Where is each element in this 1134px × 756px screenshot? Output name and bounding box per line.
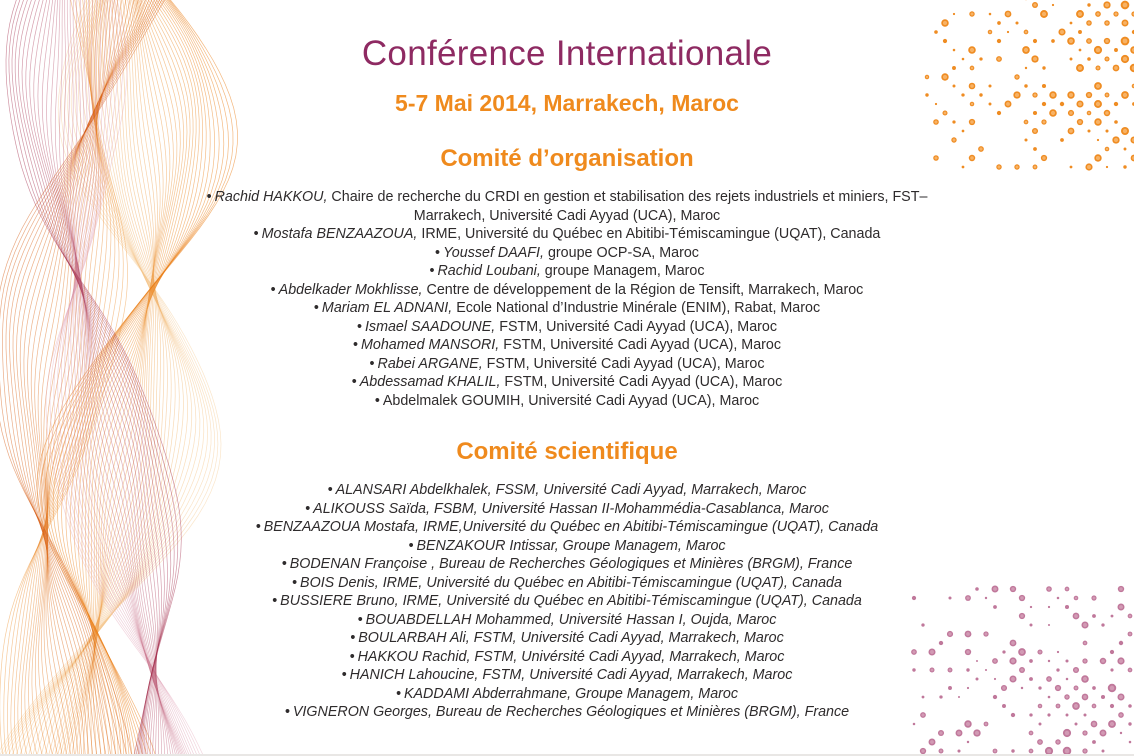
member-affiliation: Université Hassan I, Oujda, Maroc	[558, 611, 777, 628]
member-row	[172, 500, 962, 519]
member-affiliation: IRME, Université du Québec en Abitibi-Témiscamingue (UQAT), Canada	[402, 593, 862, 610]
member-row	[172, 611, 962, 630]
bullet: •	[255, 519, 261, 536]
bullet: •	[313, 300, 319, 316]
member-name: Abdelmalek GOUMIH,	[382, 392, 525, 409]
bullet: •	[305, 500, 311, 517]
member-name: BENZAAZOUA Mostafa,	[263, 519, 419, 536]
member-affiliation: Ecole National d’Industrie Minérale (ENIM), Rabat, Maroc	[456, 300, 821, 316]
bullet: •	[206, 189, 212, 205]
bullet: •	[356, 318, 362, 335]
member-name: Ismael SAADOUNE,	[364, 318, 496, 335]
member-name: Youssef DAAFI,	[443, 244, 544, 261]
member-affiliation: Université Cadi Ayyad (UCA), Maroc	[528, 392, 760, 409]
member-affiliation: IRME,Université du Québec en Abitibi-Témiscamingue (UQAT), Canada	[422, 519, 879, 536]
member-name: Mariam EL ADNANI,	[321, 300, 453, 316]
member-row	[172, 518, 962, 537]
bullet: •	[327, 482, 333, 499]
member-list-organisation	[172, 188, 962, 410]
member-affiliation: Groupe Managem, Maroc	[575, 685, 739, 702]
member-name: BOIS Denis,	[300, 574, 379, 591]
member-affiliation: groupe OCP-SA, Maroc	[547, 244, 699, 261]
member-affiliation: Chaire de recherche du CRDI en gestion et stabilisation des rejets industriels et miniers, FST– Marrakech, Université Cadi Ayyad (UCA), Maroc	[331, 189, 928, 224]
member-row	[172, 225, 962, 244]
bullet: •	[408, 537, 414, 554]
bullet: •	[292, 574, 298, 591]
member-affiliation: IRME, Université du Québec en Abitibi-Témiscamingue (UQAT), Canada	[421, 226, 881, 242]
member-name: BODENAN Françoise ,	[289, 556, 436, 573]
member-name: VIGNERON Georges,	[292, 704, 432, 721]
member-name: Mohamed MANSORI,	[360, 337, 500, 353]
member-row	[172, 392, 962, 411]
member-row	[172, 629, 962, 648]
bullet: •	[341, 667, 347, 684]
bullet: •	[369, 355, 375, 372]
member-row	[172, 666, 962, 685]
member-affiliation: FSSM, Université Cadi Ayyad, Marrakech, Maroc	[495, 482, 807, 499]
member-list-scientifique	[172, 481, 962, 722]
member-name: ALANSARI Abdelkhalek,	[335, 482, 492, 499]
member-name: Rabei ARGANE,	[377, 355, 483, 372]
member-row	[172, 281, 962, 300]
bullet: •	[357, 611, 363, 628]
member-affiliation: IRME, Université du Québec en Abitibi-Témiscamingue (UQAT), Canada	[382, 574, 842, 591]
member-affiliation: FSTM, Université Cadi Ayyad (UCA), Maroc	[503, 337, 782, 353]
bullet: •	[352, 337, 358, 353]
bullet: •	[349, 648, 355, 665]
member-row	[172, 373, 962, 392]
member-name: BENZAKOUR Intissar,	[416, 537, 559, 554]
member-affiliation: Bureau de Recherches Géologiques et Minières (BRGM), France	[435, 704, 850, 721]
member-row	[172, 592, 962, 611]
member-affiliation: Centre de développement de la Région de Tensift, Marrakech, Maroc	[426, 281, 864, 298]
member-row	[172, 188, 962, 225]
section-heading-organisation: Comité d’organisation	[440, 144, 694, 172]
member-row	[172, 574, 962, 593]
member-name: Mostafa BENZAAZOUA,	[261, 226, 418, 242]
member-name: Abdelkader Mokhlisse,	[278, 281, 423, 298]
bullet: •	[435, 244, 441, 261]
bullet: •	[270, 281, 276, 298]
member-row	[172, 685, 962, 704]
member-row	[172, 648, 962, 667]
conference-title: Conférence Internationale	[361, 34, 773, 73]
bullet: •	[284, 704, 290, 721]
bullet: •	[374, 392, 380, 409]
member-affiliation: FSBM, Université Hassan II-Mohammédia-Casablanca, Maroc	[433, 500, 829, 517]
member-name: ALIKOUSS Saïda,	[313, 500, 430, 517]
bullet: •	[351, 374, 357, 390]
member-row	[172, 318, 962, 337]
member-name: Rachid Loubani,	[437, 263, 541, 279]
section-heading-scientifique: Comité scientifique	[456, 438, 678, 465]
bullet: •	[429, 263, 435, 279]
member-name: BUSSIERE Bruno,	[280, 593, 399, 610]
member-row	[172, 703, 962, 722]
member-name: KADDAMI Abderrahmane,	[403, 685, 572, 702]
bullet: •	[272, 593, 278, 610]
member-row	[172, 481, 962, 500]
member-name: Rachid HAKKOU,	[214, 189, 328, 205]
bullet: •	[281, 556, 287, 573]
conference-date-location: 5-7 Mai 2014, Marrakech, Maroc	[395, 90, 739, 117]
member-affiliation: FSTM, Université Cadi Ayyad (UCA), Maroc	[486, 355, 765, 372]
bullet: •	[395, 685, 401, 702]
committees	[0, 145, 1134, 722]
member-row	[172, 555, 962, 574]
member-affiliation: groupe Managem, Maroc	[544, 263, 705, 279]
member-row	[172, 355, 962, 374]
member-row	[172, 537, 962, 556]
member-name: BOUABDELLAH Mohammed,	[365, 611, 555, 628]
bullet: •	[253, 226, 259, 242]
member-name: HAKKOU Rachid,	[357, 648, 471, 665]
member-affiliation: FSTM, Université Cadi Ayyad, Marrakech, Maroc	[482, 667, 793, 684]
member-name: BOULARBAH Ali,	[358, 630, 470, 647]
member-row	[172, 244, 962, 263]
member-affiliation: FSTM, Univérsité Cadi Ayyad, Marrakech, Maroc	[474, 648, 785, 665]
member-affiliation: FSTM, Université Cadi Ayyad (UCA), Maroc	[504, 374, 783, 390]
member-row	[172, 299, 962, 318]
bullet: •	[350, 630, 356, 647]
member-row	[172, 336, 962, 355]
member-row	[172, 262, 962, 281]
member-affiliation: FSTM, Université Cadi Ayyad (UCA), Maroc	[499, 318, 778, 335]
member-affiliation: Bureau de Recherches Géologiques et Minières (BRGM), France	[439, 556, 853, 573]
member-affiliation: Groupe Managem, Maroc	[562, 537, 726, 554]
member-name: HANICH Lahoucine,	[349, 667, 479, 684]
member-name: Abdessamad KHALIL,	[359, 374, 501, 390]
member-affiliation: FSTM, Université Cadi Ayyad, Marrakech, Maroc	[473, 630, 784, 647]
